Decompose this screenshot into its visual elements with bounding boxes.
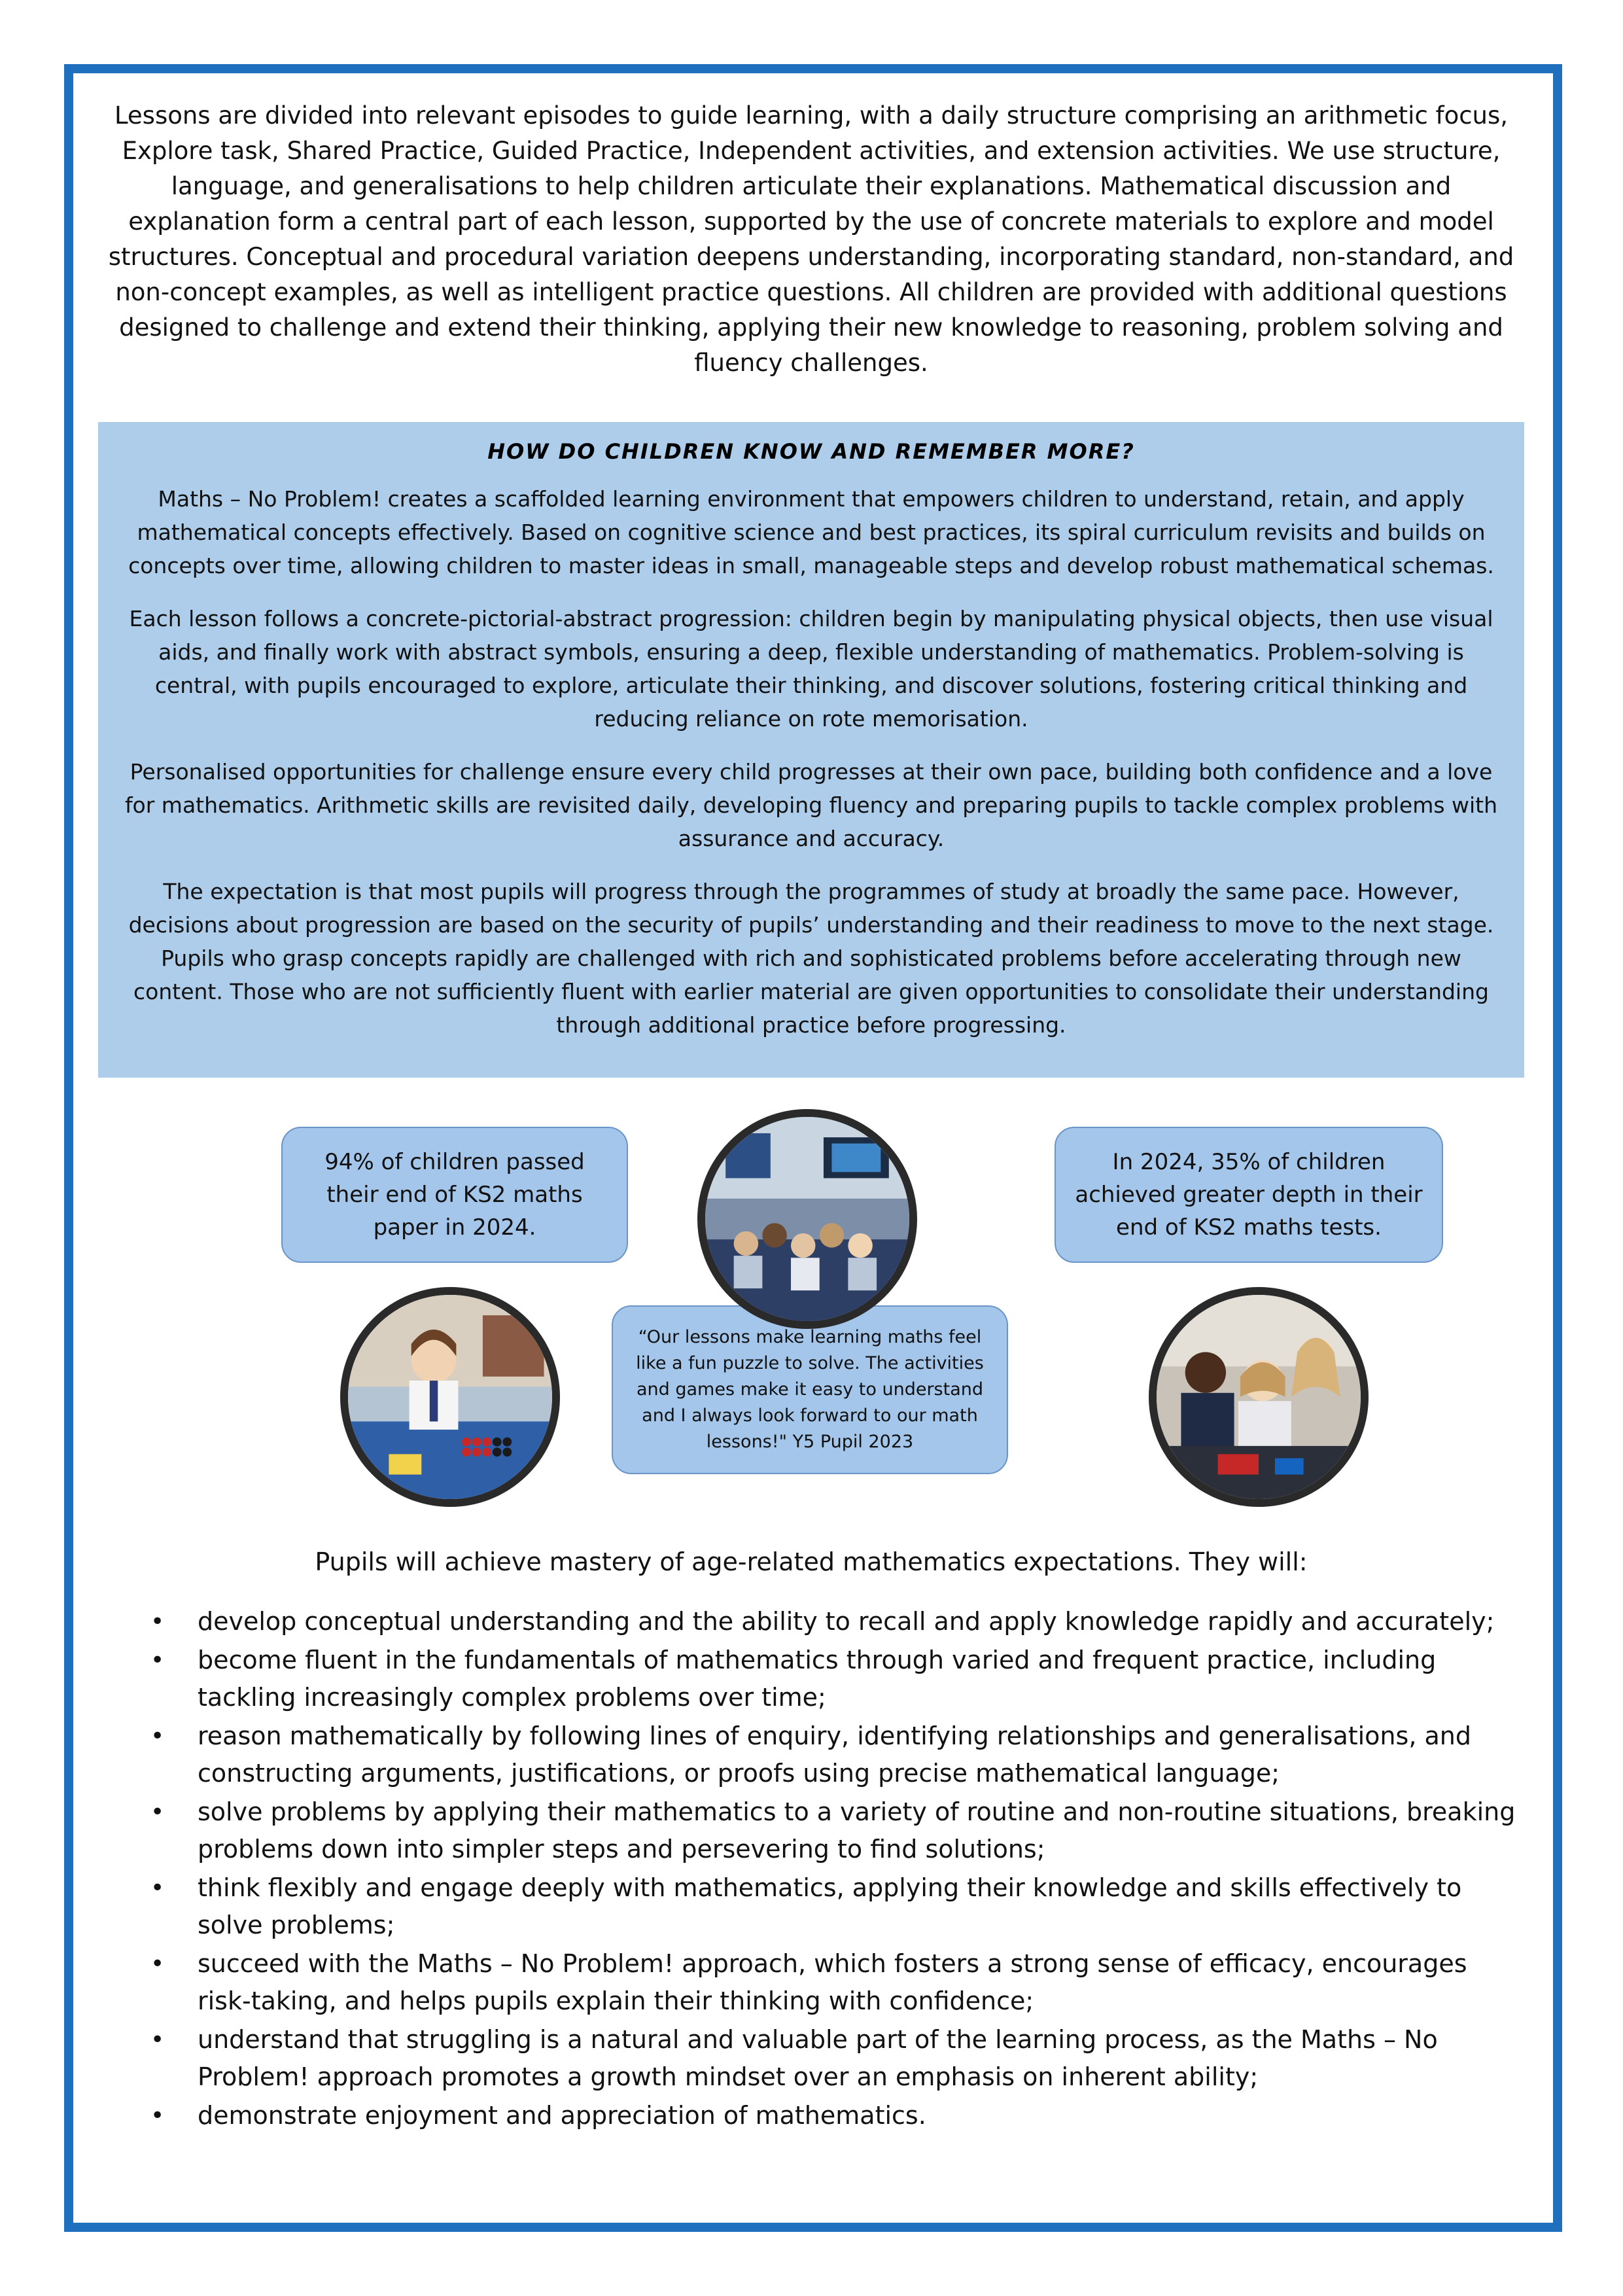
list-item-text: demonstrate enjoyment and appreciation of mathematics.	[198, 2101, 926, 2130]
list-item	[150, 1869, 1524, 1944]
bullet-icon: •	[150, 1647, 165, 1674]
mastery-list	[150, 1603, 1524, 2136]
remember-more-panel	[98, 422, 1524, 1078]
list-item	[150, 2021, 1524, 2096]
list-item	[150, 2097, 1524, 2134]
list-item	[150, 1642, 1524, 1716]
list-item-text: think flexibly and engage deeply with mathematics, applying their knowledge and skills effectively to solve problems;	[198, 1873, 1462, 1939]
panel-paragraph: Maths – No Problem! creates a scaffolded learning environment that empowers children to understand, retain, and apply mathematical concepts effectively. Based on cognitive science and best practices, its spiral curriculum revisits and builds on concepts over time, allowing children to master ideas in small, manageable steps and develop robust mathematical schemas.	[128, 486, 1494, 578]
intro-paragraph: Lessons are divided into relevant episodes to guide learning, with a daily structure comprising an arithmetic focus, Explore task, Shared Practice, Guided Practice, Independent activities, and extension activities. We use structure, language, and generalisations to help children articulate their explanations. Mathematical discussion and explanation form a central part of each lesson, supported by the use of concrete materials to explore and model structures. Conceptual and procedural variation deepens understanding, incorporating standard, non-standard, and non-concept examples, as well as intelligent practice questions. All children are provided with additional questions designed to challenge and extend their thinking, applying their new knowledge to reasoning, problem solving and fluency challenges.	[108, 101, 1514, 377]
panel-heading: HOW DO CHILDREN KNOW AND REMEMBER MORE?	[487, 439, 1135, 464]
pupil-quote-text: “Our lessons make learning maths feel like a fun puzzle to solve. The activities and games make it easy to understand and I always look forward to our math lessons!" Y5 Pupil 2023	[636, 1327, 984, 1452]
list-item-text: solve problems by applying their mathematics to a variety of routine and non-routine situations, breaking problems down into simpler steps and persevering to find solutions;	[198, 1797, 1516, 1863]
girl-counting-photo	[340, 1287, 560, 1507]
list-item-text: develop conceptual understanding and the ability to recall and apply knowledge rapidly and accurately;	[198, 1607, 1495, 1636]
panel-paragraph: The expectation is that most pupils will progress through the programmes of study at broadly the same pace. However, decisions about progression are based on the security of pupils’ understanding and their readiness to move to the next stage. Pupils who grasp concepts rapidly are challenged with rich and sophisticated problems before accelerating through new content. Those who are not sufficiently fluent with earlier material are given opportunities to consolidate their understanding through additional practice before progressing.	[128, 879, 1494, 1038]
bullet-icon: •	[150, 2102, 165, 2129]
group-work-photo-image	[1157, 1295, 1361, 1499]
list-item-text: succeed with the Maths – No Problem! approach, which fosters a strong sense of efficacy, encourages risk-taking, and helps pupils explain their thinking with confidence;	[198, 1949, 1467, 2015]
stat-text: 94% of children passed their end of KS2 maths paper in 2024.	[324, 1149, 585, 1241]
stat-text: In 2024, 35% of children achieved greater depth in their end of KS2 maths tests.	[1075, 1149, 1423, 1241]
bullet-icon: •	[150, 1608, 165, 1635]
bullet-icon: •	[150, 1875, 165, 1901]
bullet-icon: •	[150, 2026, 165, 2053]
bullet-icon: •	[150, 1951, 165, 1977]
bullet-icon: •	[150, 1799, 165, 1826]
pupil-quote-callout	[612, 1305, 1008, 1474]
list-item-text: become fluent in the fundamentals of mathematics through varied and frequent practice, including tackling increasingly complex problems over time;	[198, 1646, 1437, 1712]
list-item-text: understand that struggling is a natural and valuable part of the learning process, as the Maths – No Problem! approach promotes a growth mindset over an emphasis on inherent ability;	[198, 2025, 1438, 2091]
mastery-intro: Pupils will achieve mastery of age-related mathematics expectations. They will:	[315, 1547, 1308, 1576]
list-item	[150, 1945, 1524, 2020]
classroom-photo	[697, 1109, 917, 1329]
stat-callout-greater-depth	[1055, 1127, 1443, 1263]
list-item-text: reason mathematically by following lines of enquiry, identifying relationships and generalisations, and constructing arguments, justifications, or proofs using precise mathematical language;	[198, 1722, 1471, 1788]
panel-paragraph: Personalised opportunities for challenge ensure every child progresses at their own pace, building both confidence and a love for mathematics. Arithmetic skills are revisited daily, developing fluency and preparing pupils to tackle complex problems with assurance and accuracy.	[124, 759, 1498, 851]
classroom-photo-image	[705, 1117, 909, 1321]
list-item	[150, 1793, 1524, 1868]
stat-callout-ks2-pass	[281, 1127, 628, 1263]
list-item	[150, 1718, 1524, 1792]
list-item	[150, 1603, 1524, 1640]
panel-paragraph: Each lesson follows a concrete-pictorial-abstract progression: children begin by manipulating physical objects, then use visual aids, and finally work with abstract symbols, ensuring a deep, flexible understanding of mathematics. Problem-solving is central, with pupils encouraged to explore, articulate their thinking, and discover solutions, fostering critical thinking and reducing reliance on rote memorisation.	[129, 606, 1493, 732]
bullet-icon: •	[150, 1723, 165, 1750]
group-work-photo	[1149, 1287, 1369, 1507]
girl-counting-photo-image	[348, 1295, 552, 1499]
